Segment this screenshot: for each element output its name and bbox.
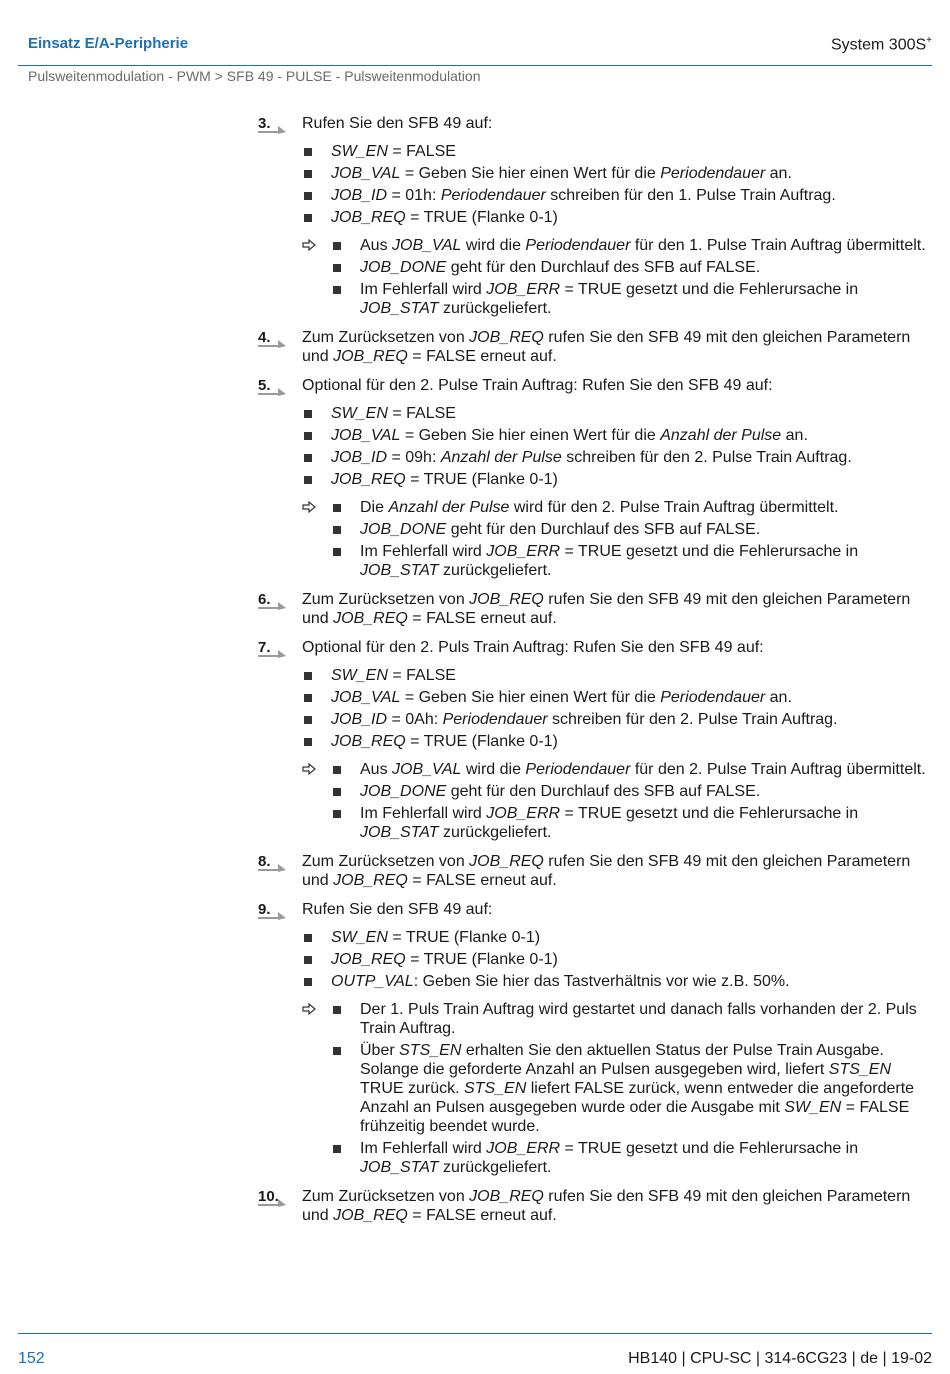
param-name: JOB_ID (331, 187, 388, 204)
result-arrow-icon (302, 500, 316, 514)
instruction-content (258, 114, 934, 1235)
text-run: schreiben für den 2. Pulse Train Auftrag. (561, 449, 852, 466)
step-number (258, 590, 298, 609)
text-run: = Geben Sie hier einen Wert für die (400, 427, 661, 444)
step-text: Optional für den 2. Puls Train Auftrag: Rufen Sie den SFB 49 auf: (302, 639, 764, 656)
text-run: Aus (360, 237, 393, 254)
square-bullet-icon (304, 170, 312, 178)
param-name: JOB_REQ (331, 209, 406, 226)
result-arrow-icon (302, 238, 316, 252)
text-run: liefert FALSE zurück, wenn entweder die angeforderte Anzahl an Pulsen ausgegeben wurde oder die Ausgabe mit (360, 1080, 915, 1116)
text-run: Der 1. Puls Train Auftrag wird gestartet und danach falls vorhanden der 2. Puls Train Auftrag. (360, 1001, 917, 1037)
page-footer (18, 1333, 932, 1374)
square-bullet-icon (304, 956, 312, 964)
list-item (302, 928, 934, 947)
param-name: JOB_REQ (331, 951, 406, 968)
text-run: an. (765, 165, 792, 182)
square-bullet-icon (333, 766, 341, 774)
text-run: an. (765, 689, 792, 706)
square-bullet-icon (333, 526, 341, 534)
text-run: Zum Zurücksetzen von (302, 329, 470, 346)
param-name: JOB_STAT (360, 824, 439, 841)
square-bullet-icon (333, 1006, 341, 1014)
list-item (302, 688, 934, 707)
instruction-step (258, 638, 934, 842)
param-name: JOB_DONE (360, 783, 447, 800)
text-run: = FALSE erneut auf. (407, 610, 557, 627)
list-item (331, 760, 934, 779)
square-bullet-icon (304, 410, 312, 418)
square-bullet-icon (333, 286, 341, 294)
list-item (302, 404, 934, 423)
param-name: JOB_ID (331, 711, 388, 728)
text-run: geht für den Durchlauf des SFB auf FALSE. (446, 521, 761, 538)
text-run: rufen Sie den SFB 49 mit den gleichen Parametern und (302, 1188, 911, 1224)
text-run: = FALSE erneut auf. (407, 872, 557, 889)
text-run: = FALSE frühzeitig beendet wurde. (360, 1099, 910, 1135)
text-run: Zum Zurücksetzen von (302, 1188, 470, 1205)
square-bullet-icon (304, 978, 312, 986)
square-bullet-icon (304, 148, 312, 156)
list-item (302, 448, 934, 467)
param-name: Anzahl der Pulse (660, 427, 782, 444)
text-run: = FALSE (387, 405, 456, 422)
result-arrow-icon (302, 762, 316, 776)
param-name: JOB_VAL (392, 237, 462, 254)
param-name: SW_EN (331, 929, 388, 946)
page-number: 152 (18, 1350, 45, 1367)
param-name: JOB_REQ (333, 610, 408, 627)
param-name: JOB_REQ (331, 471, 406, 488)
text-run: TRUE zurück. (360, 1080, 465, 1097)
square-bullet-icon (333, 810, 341, 818)
text-run: schreiben für den 2. Pulse Train Auftrag. (547, 711, 838, 728)
text-run: für den 2. Pulse Train Auftrag übermittelt. (630, 761, 926, 778)
text-run: = FALSE erneut auf. (407, 348, 557, 365)
text-run: = TRUE (Flanke 0-1) (405, 733, 558, 750)
parameter-list (302, 928, 934, 991)
list-item (331, 1041, 934, 1136)
document-reference: HB140 | CPU-SC | 314-6CG23 | de | 19-02 (628, 1350, 932, 1367)
result-block (302, 1000, 934, 1177)
list-item (331, 1000, 934, 1038)
list-item (331, 236, 934, 255)
square-bullet-icon (304, 672, 312, 680)
list-item (331, 542, 934, 580)
step-text: Rufen Sie den SFB 49 auf: (302, 901, 493, 918)
param-name: Periodendauer (442, 711, 548, 728)
param-name: JOB_REQ (331, 733, 406, 750)
list-item (302, 666, 934, 685)
text-run: = 0Ah: (387, 711, 443, 728)
param-name: JOB_STAT (360, 300, 439, 317)
param-name: SW_EN (784, 1099, 842, 1116)
list-item (331, 782, 934, 801)
step-number-text: 4. (258, 329, 271, 346)
result-block (302, 236, 934, 318)
param-name: SW_EN (331, 405, 388, 422)
text-run: Im Fehlerfall wird (360, 543, 487, 560)
param-name: JOB_REQ (469, 591, 544, 608)
step-text (302, 590, 934, 628)
param-name: STS_EN (828, 1061, 892, 1078)
list-item (302, 972, 934, 991)
step-text (302, 1187, 934, 1225)
list-item (302, 710, 934, 729)
param-name: Periodendauer (660, 689, 766, 706)
text-run: für den 1. Pulse Train Auftrag übermittelt. (630, 237, 926, 254)
instruction-step (258, 114, 934, 318)
param-name: JOB_ERR (486, 805, 561, 822)
step-number (258, 328, 298, 347)
step-number-text: 6. (258, 591, 271, 608)
text-run: = TRUE (Flanke 0-1) (405, 951, 558, 968)
list-item (302, 426, 934, 445)
step-number-text: 8. (258, 853, 271, 870)
instruction-step (258, 1187, 934, 1225)
text-run: = TRUE gesetzt und die Fehlerursache in (560, 805, 859, 822)
param-name: JOB_STAT (360, 562, 439, 579)
param-name: JOB_DONE (360, 521, 447, 538)
step-number (258, 376, 298, 395)
text-run: = FALSE erneut auf. (407, 1207, 557, 1224)
list-item (302, 142, 934, 161)
step-text (302, 328, 934, 366)
text-run: Im Fehlerfall wird (360, 805, 487, 822)
square-bullet-icon (304, 432, 312, 440)
param-name: Periodendauer (525, 237, 631, 254)
param-name: JOB_VAL (331, 165, 401, 182)
step-number (258, 638, 298, 657)
text-run: rufen Sie den SFB 49 mit den gleichen Parametern und (302, 591, 911, 627)
param-name: JOB_REQ (469, 329, 544, 346)
text-run: Im Fehlerfall wird (360, 1140, 487, 1157)
param-name: Periodendauer (440, 187, 546, 204)
param-name: JOB_STAT (360, 1159, 439, 1176)
step-number-text: 5. (258, 377, 271, 394)
text-run: zurückgeliefert. (438, 824, 552, 841)
param-name: Periodendauer (525, 761, 631, 778)
list-item (331, 520, 934, 539)
result-list (331, 760, 934, 842)
square-bullet-icon (333, 264, 341, 272)
parameter-list (302, 404, 934, 489)
text-run: = TRUE gesetzt und die Fehlerursache in (560, 543, 859, 560)
list-item (302, 164, 934, 183)
result-block (302, 760, 934, 842)
param-name: SW_EN (331, 143, 388, 160)
step-number (258, 852, 298, 871)
text-run: Die (360, 499, 389, 516)
list-item (331, 804, 934, 842)
text-run: = 09h: (387, 449, 441, 466)
text-run: = FALSE (387, 667, 456, 684)
step-number-text: 9. (258, 901, 271, 918)
parameter-list (302, 142, 934, 227)
param-name: JOB_ERR (486, 281, 561, 298)
step-text (302, 852, 934, 890)
param-name: JOB_REQ (333, 872, 408, 889)
square-bullet-icon (304, 934, 312, 942)
text-run: : Geben Sie hier das Tastverhältnis vor wie z.B. 50%. (413, 973, 790, 990)
square-bullet-icon (333, 504, 341, 512)
list-item (302, 950, 934, 969)
param-name: OUTP_VAL (331, 973, 414, 990)
text-run: geht für den Durchlauf des SFB auf FALSE. (446, 783, 761, 800)
step-text: Optional für den 2. Pulse Train Auftrag: Rufen Sie den SFB 49 auf: (302, 377, 773, 394)
system-title (831, 35, 932, 54)
square-bullet-icon (304, 716, 312, 724)
text-run: wird für den 2. Pulse Train Auftrag übermittelt. (509, 499, 839, 516)
list-item (331, 1139, 934, 1177)
param-name: STS_EN (464, 1080, 527, 1097)
result-list (331, 236, 934, 318)
step-number-text: 7. (258, 639, 271, 656)
page-header (18, 33, 932, 66)
step-text: Rufen Sie den SFB 49 auf: (302, 115, 493, 132)
system-title-sup: + (926, 35, 932, 46)
text-run: = FALSE (387, 143, 456, 160)
square-bullet-icon (304, 454, 312, 462)
param-name: JOB_REQ (469, 1188, 544, 1205)
instruction-step (258, 852, 934, 890)
instruction-step (258, 376, 934, 580)
list-item (331, 498, 934, 517)
text-run: rufen Sie den SFB 49 mit den gleichen Parametern und (302, 329, 911, 365)
param-name: JOB_ERR (486, 543, 561, 560)
text-run: = TRUE gesetzt und die Fehlerursache in (560, 281, 859, 298)
result-arrow-icon (302, 1002, 316, 1016)
square-bullet-icon (304, 214, 312, 222)
list-item (302, 470, 934, 489)
param-name: JOB_DONE (360, 259, 447, 276)
text-run: = TRUE gesetzt und die Fehlerursache in (560, 1140, 859, 1157)
text-run: rufen Sie den SFB 49 mit den gleichen Parametern und (302, 853, 911, 889)
square-bullet-icon (304, 192, 312, 200)
result-list (331, 498, 934, 580)
step-number (258, 1187, 298, 1206)
square-bullet-icon (304, 738, 312, 746)
text-run: zurückgeliefert. (438, 1159, 552, 1176)
instruction-step (258, 900, 934, 1177)
param-name: JOB_REQ (469, 853, 544, 870)
list-item (331, 258, 934, 277)
text-run: Zum Zurücksetzen von (302, 853, 470, 870)
param-name: JOB_VAL (331, 689, 401, 706)
text-run: = 01h: (387, 187, 441, 204)
list-item (302, 732, 934, 751)
parameter-list (302, 666, 934, 751)
section-title: Einsatz E/A-Peripherie (28, 35, 189, 52)
text-run: wird die (461, 237, 526, 254)
text-run: an. (781, 427, 808, 444)
param-name: JOB_ID (331, 449, 388, 466)
step-number-text: 3. (258, 115, 271, 132)
text-run: wird die (461, 761, 526, 778)
square-bullet-icon (304, 694, 312, 702)
text-run: = Geben Sie hier einen Wert für die (400, 689, 661, 706)
text-run: Aus (360, 761, 393, 778)
instruction-step (258, 328, 934, 366)
param-name: Anzahl der Pulse (440, 449, 562, 466)
result-block (302, 498, 934, 580)
param-name: JOB_ERR (486, 1140, 561, 1157)
text-run: erhalten Sie den aktuellen Status der Pulse Train Ausgabe. Solange die geforderte Anzahl an Pulsen ausgegeben wird, liefert (360, 1042, 884, 1078)
param-name: STS_EN (399, 1042, 462, 1059)
param-name: SW_EN (331, 667, 388, 684)
text-run: = TRUE (Flanke 0-1) (387, 929, 541, 946)
param-name: Anzahl der Pulse (388, 499, 510, 516)
text-run: = TRUE (Flanke 0-1) (405, 209, 558, 226)
param-name: JOB_REQ (333, 1207, 408, 1224)
param-name: JOB_VAL (331, 427, 401, 444)
list-item (302, 186, 934, 205)
square-bullet-icon (333, 1145, 341, 1153)
param-name: JOB_VAL (392, 761, 462, 778)
text-run: = TRUE (Flanke 0-1) (405, 471, 558, 488)
text-run: Im Fehlerfall wird (360, 281, 487, 298)
param-name: Periodendauer (660, 165, 766, 182)
square-bullet-icon (333, 788, 341, 796)
text-run: Über (360, 1042, 400, 1059)
text-run: = Geben Sie hier einen Wert für die (400, 165, 661, 182)
param-name: JOB_REQ (333, 348, 408, 365)
square-bullet-icon (333, 242, 341, 250)
text-run: Zum Zurücksetzen von (302, 591, 470, 608)
result-list (331, 1000, 934, 1177)
system-title-text: System 300S (831, 36, 927, 54)
text-run: zurückgeliefert. (438, 300, 552, 317)
list-item (302, 208, 934, 227)
breadcrumb: Pulsweitenmodulation - PWM > SFB 49 - PULSE - Pulsweitenmodulation (28, 68, 481, 84)
text-run: geht für den Durchlauf des SFB auf FALSE. (446, 259, 761, 276)
square-bullet-icon (333, 1047, 341, 1055)
text-run: zurückgeliefert. (438, 562, 552, 579)
step-number-text: 10. (258, 1188, 279, 1205)
square-bullet-icon (333, 548, 341, 556)
text-run: schreiben für den 1. Pulse Train Auftrag. (545, 187, 836, 204)
square-bullet-icon (304, 476, 312, 484)
instruction-step (258, 590, 934, 628)
list-item (331, 280, 934, 318)
step-number (258, 900, 298, 919)
step-number (258, 114, 298, 133)
